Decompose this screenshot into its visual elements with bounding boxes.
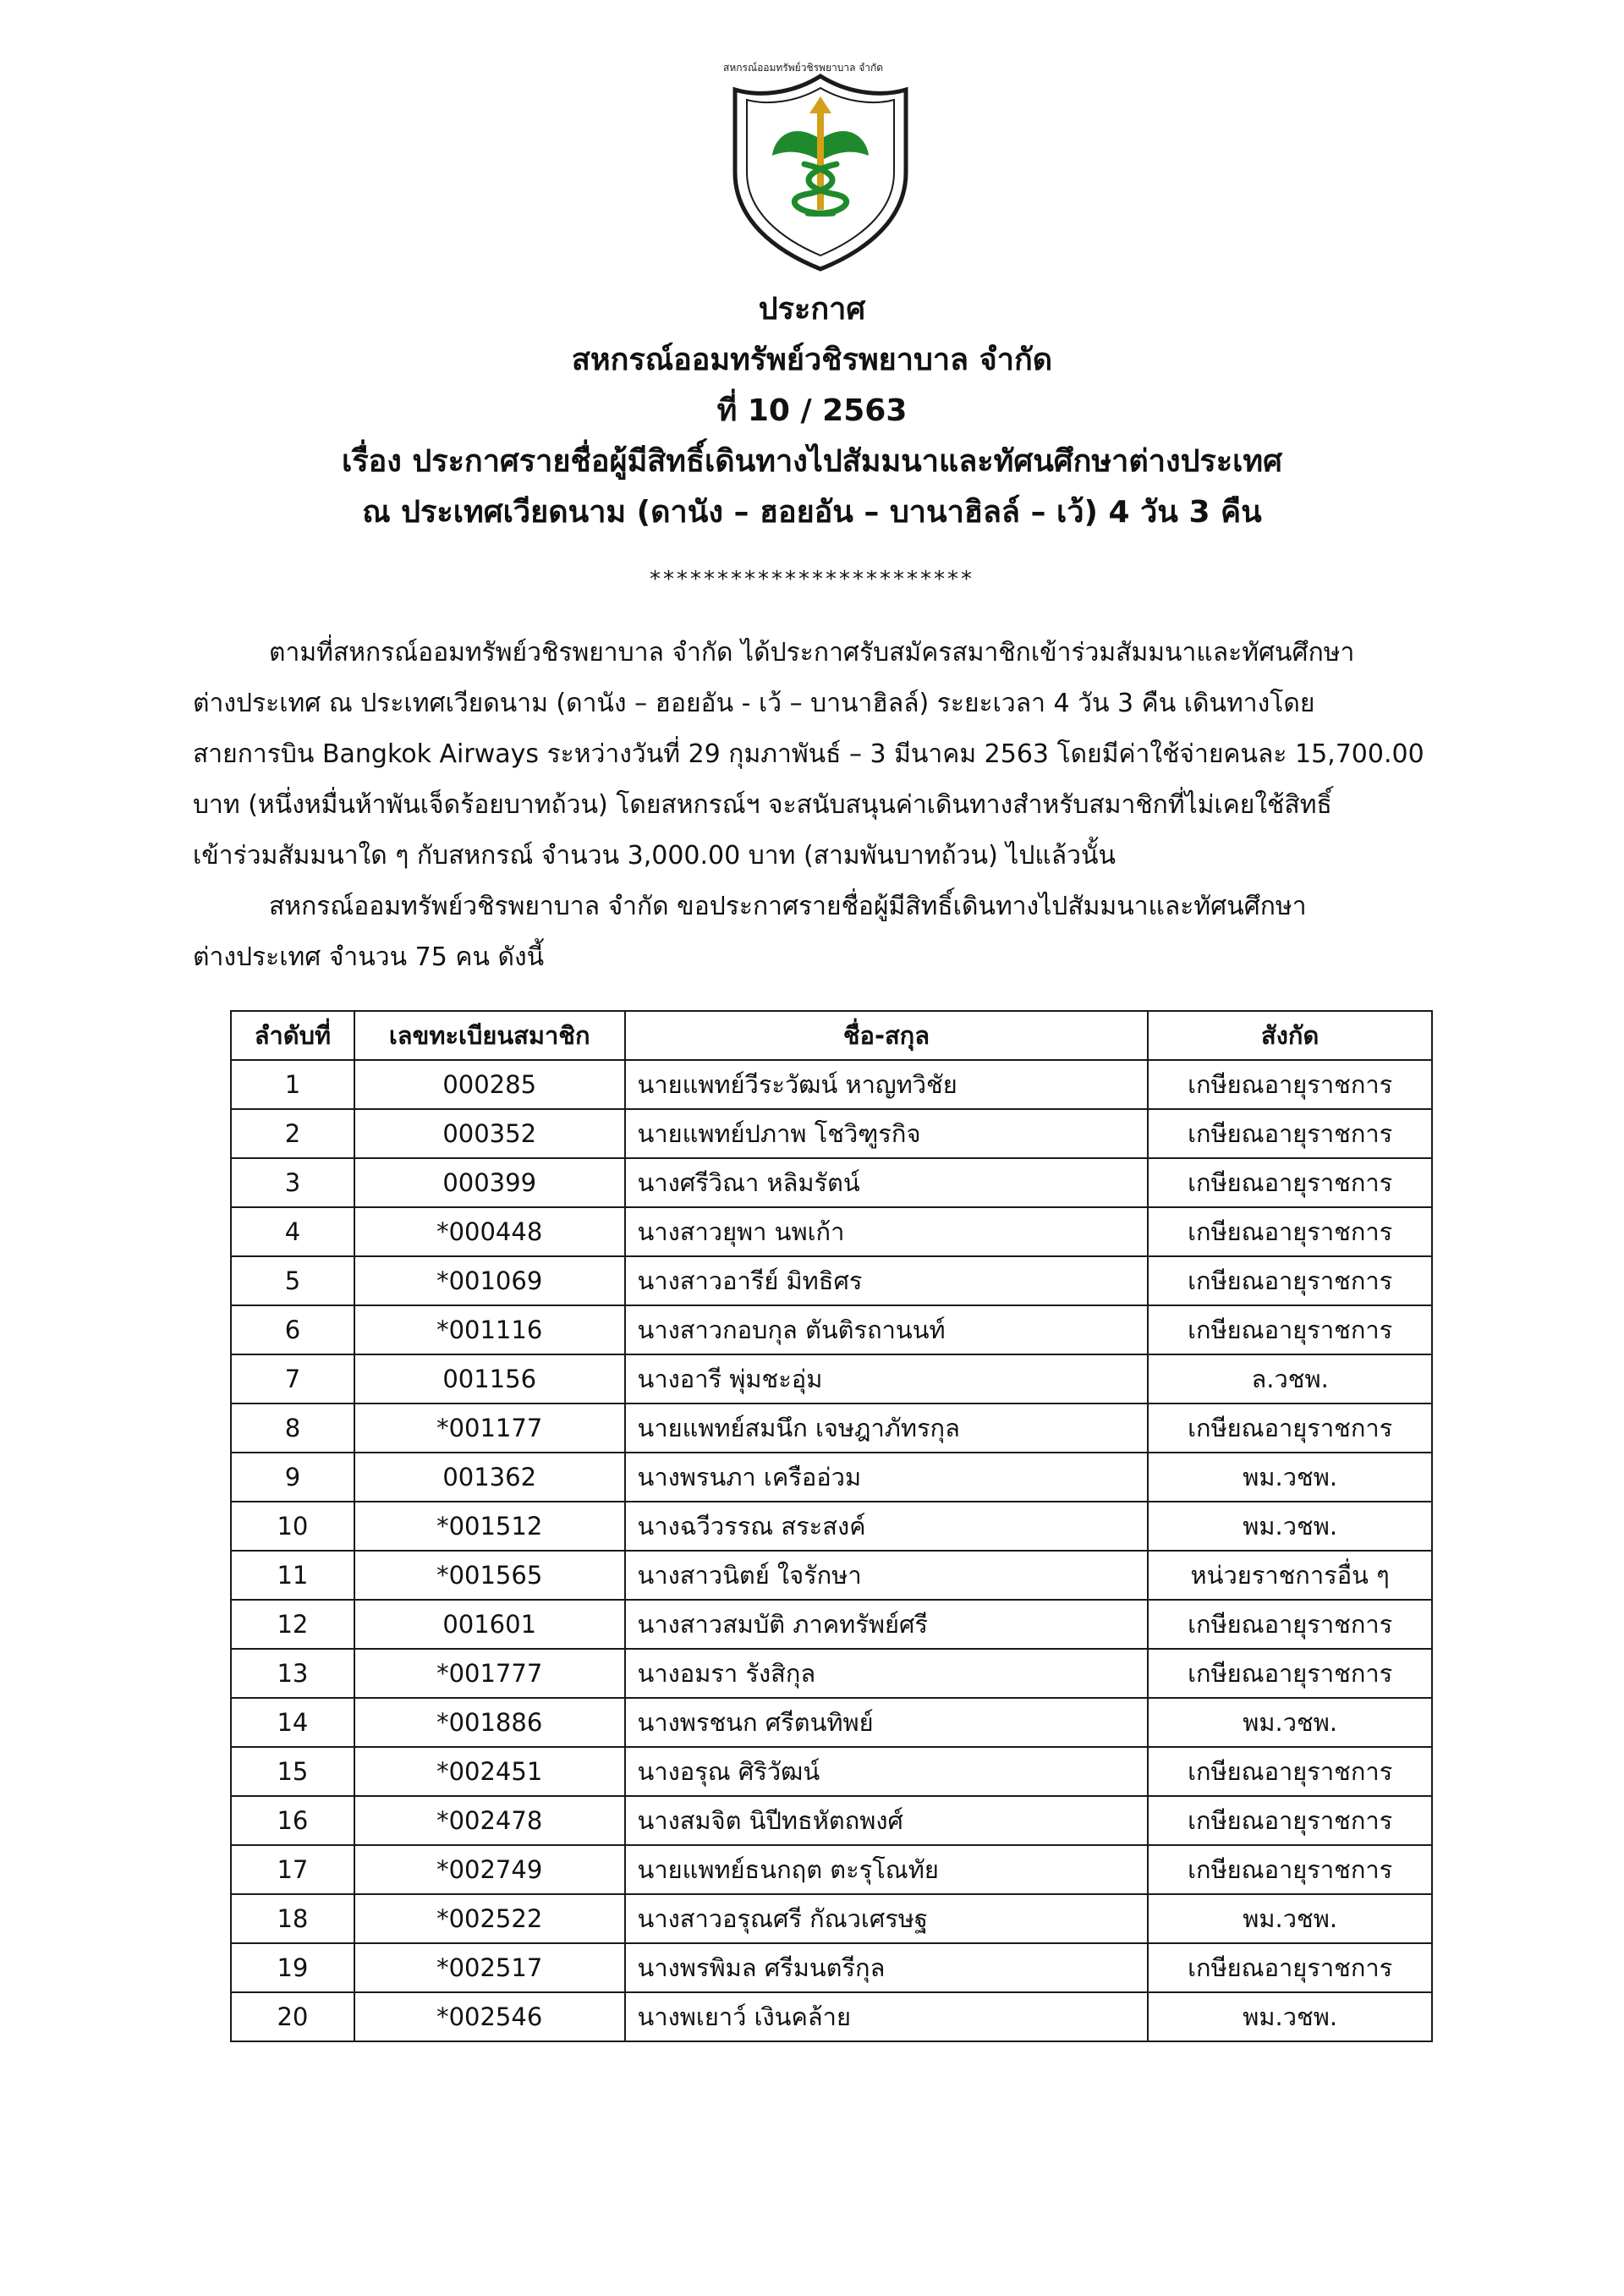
cell-affiliation: ล.วชพ. <box>1148 1354 1432 1403</box>
cell-affiliation: เกษียณอายุราชการ <box>1148 1158 1432 1207</box>
cell-member-id: *001177 <box>354 1403 625 1453</box>
members-table <box>230 1010 1433 2042</box>
body-paragraph-1-line-5: เข้าร่วมสัมมนาใด ๆ กับสหกรณ์ จำนวน 3,000.00 บาท (สามพันบาทถ้วน) ไปแล้วนั้น <box>193 841 1116 871</box>
cell-order: 18 <box>231 1894 354 1943</box>
table-row <box>231 1060 1432 1109</box>
cell-member-id: *000448 <box>354 1207 625 1256</box>
header-member-id: เลขทะเบียนสมาชิก <box>354 1011 625 1060</box>
cell-name: นายแพทย์ธนกฤต ตะรุโณทัย <box>625 1845 1149 1894</box>
body-paragraph-2-line-1: สหกรณ์ออมทรัพย์วชิรพยาบาล จำกัด ขอประกาศรายชื่อผู้มีสิทธิ์เดินทางไปสัมมนาและทัศนศึกษา <box>269 892 1307 921</box>
cell-name: นายแพทย์วีระวัฒน์ หาญทวิชัย <box>625 1060 1149 1109</box>
cell-name: นางฉวีวรรณ สระสงค์ <box>625 1502 1149 1551</box>
cell-name: นางศรีวิณา หลิมรัตน์ <box>625 1158 1149 1207</box>
announcement-destination: ณ ประเทศเวียดนาม (ดานัง – ฮอยอัน – บานาฮิลล์ – เว้) 4 วัน 3 คืน <box>362 495 1262 530</box>
cell-order: 6 <box>231 1305 354 1354</box>
cell-name: นางพรพิมล ศรีมนตรีกุล <box>625 1943 1149 1992</box>
cell-affiliation: พม.วชพ. <box>1148 1894 1432 1943</box>
cell-name: นางพเยาว์ เงินคล้าย <box>625 1992 1149 2041</box>
cell-order: 11 <box>231 1551 354 1600</box>
cell-order: 14 <box>231 1698 354 1747</box>
cell-affiliation: เกษียณอายุราชการ <box>1148 1845 1432 1894</box>
cell-name: นางสาวกอบกุล ตันติรถานนท์ <box>625 1305 1149 1354</box>
body-paragraph-1-line-4: บาท (หนึ่งหมื่นห้าพันเจ็ดร้อยบาทถ้วน) โดยสหกรณ์ฯ จะสนับสนุนค่าเดินทางสำหรับสมาชิกที่ไม่เคยใช้สิทธิ์ <box>193 790 1332 820</box>
table-row <box>231 1845 1432 1894</box>
header-affiliation: สังกัด <box>1148 1011 1432 1060</box>
cell-name: นางสาวอารีย์ มิทธิศร <box>625 1256 1149 1305</box>
cell-name: นางสาวอรุณศรี กัณวเศรษฐ <box>625 1894 1149 1943</box>
cell-order: 4 <box>231 1207 354 1256</box>
table-row <box>231 1109 1432 1158</box>
cell-member-id: *002546 <box>354 1992 625 2041</box>
cell-order: 1 <box>231 1060 354 1109</box>
cell-member-id: *002478 <box>354 1796 625 1845</box>
table-row <box>231 1992 1432 2041</box>
cell-name: นายแพทย์ปภาพ โชวิฑูรกิจ <box>625 1109 1149 1158</box>
cell-order: 16 <box>231 1796 354 1845</box>
table-row <box>231 1551 1432 1600</box>
cell-member-id: *001777 <box>354 1649 625 1698</box>
announcement-header <box>0 284 1624 538</box>
cell-member-id: *002451 <box>354 1747 625 1796</box>
cell-order: 7 <box>231 1354 354 1403</box>
cell-member-id: *001512 <box>354 1502 625 1551</box>
cell-name: นางพรนภา เครืออ่วม <box>625 1453 1149 1502</box>
cell-affiliation: พม.วชพ. <box>1148 1502 1432 1551</box>
cell-order: 20 <box>231 1992 354 2041</box>
cell-name: นางอมรา รังสิกุล <box>625 1649 1149 1698</box>
header-name: ชื่อ-สกุล <box>625 1011 1149 1060</box>
cell-order: 9 <box>231 1453 354 1502</box>
cell-order: 15 <box>231 1747 354 1796</box>
body-paragraph-2-line-2: ต่างประเทศ จำนวน 75 คน ดังนี้ <box>193 942 545 972</box>
cell-member-id: 001601 <box>354 1600 625 1649</box>
cell-order: 12 <box>231 1600 354 1649</box>
logo-ring-text: สหกรณ์ออมทรัพย์วชิรพยาบาล จำกัด <box>723 62 884 74</box>
cell-order: 5 <box>231 1256 354 1305</box>
cell-affiliation: หน่วยราชการอื่น ๆ <box>1148 1551 1432 1600</box>
cell-member-id: 000399 <box>354 1158 625 1207</box>
table-row <box>231 1600 1432 1649</box>
cell-member-id: *001565 <box>354 1551 625 1600</box>
cell-order: 13 <box>231 1649 354 1698</box>
cell-order: 3 <box>231 1158 354 1207</box>
cell-affiliation: พม.วชพ. <box>1148 1992 1432 2041</box>
cell-affiliation: พม.วชพ. <box>1148 1698 1432 1747</box>
cell-member-id: *002517 <box>354 1943 625 1992</box>
header-order: ลำดับที่ <box>231 1011 354 1060</box>
cell-affiliation: เกษียณอายุราชการ <box>1148 1943 1432 1992</box>
announcement-subject: เรื่อง ประกาศรายชื่อผู้มีสิทธิ์เดินทางไปสัมมนาและทัศนศึกษาต่างประเทศ <box>342 444 1282 479</box>
cell-affiliation: พม.วชพ. <box>1148 1453 1432 1502</box>
cell-order: 8 <box>231 1403 354 1453</box>
table-row <box>231 1649 1432 1698</box>
cell-name: นางอรุณ ศิริวัฒน์ <box>625 1747 1149 1796</box>
cell-member-id: *002749 <box>354 1845 625 1894</box>
table-row <box>231 1747 1432 1796</box>
cell-member-id: *001116 <box>354 1305 625 1354</box>
organization-name: สหกรณ์ออมทรัพย์วชิรพยาบาล จำกัด <box>571 343 1053 377</box>
cell-member-id: *001069 <box>354 1256 625 1305</box>
body-paragraph-1-line-1: ตามที่สหกรณ์ออมทรัพย์วชิรพยาบาล จำกัด ได้ประกาศรับสมัครสมาชิกเข้าร่วมสัมมนาและทัศนศึกษา <box>269 638 1355 667</box>
cell-member-id: 001156 <box>354 1354 625 1403</box>
table-row <box>231 1943 1432 1992</box>
cell-affiliation: เกษียณอายุราชการ <box>1148 1109 1432 1158</box>
cell-name: นางอารี พุ่มชะอุ่ม <box>625 1354 1149 1403</box>
table-row <box>231 1354 1432 1403</box>
table-row <box>231 1256 1432 1305</box>
coop-logo <box>723 62 918 274</box>
cell-order: 19 <box>231 1943 354 1992</box>
cell-name: นางสาวสมบัติ ภาคทรัพย์ศรี <box>625 1600 1149 1649</box>
cell-order: 2 <box>231 1109 354 1158</box>
cell-name: นางสาวนิตย์ ใจรักษา <box>625 1551 1149 1600</box>
cell-affiliation: เกษียณอายุราชการ <box>1148 1600 1432 1649</box>
table-row <box>231 1158 1432 1207</box>
cell-member-id: 000352 <box>354 1109 625 1158</box>
announcement-body <box>193 628 1462 983</box>
separator-stars: ************************ <box>650 567 974 592</box>
cell-affiliation: เกษียณอายุราชการ <box>1148 1403 1432 1453</box>
cell-affiliation: เกษียณอายุราชการ <box>1148 1305 1432 1354</box>
cell-name: นายแพทย์สมนึก เจษฎาภัทรกุล <box>625 1403 1149 1453</box>
table-row <box>231 1502 1432 1551</box>
cell-member-id: *002522 <box>354 1894 625 1943</box>
body-paragraph-1-line-3: สายการบิน Bangkok Airways ระหว่างวันที่ 29 กุมภาพันธ์ – 3 มีนาคม 2563 โดยมีค่าใช้จ่ายคนละ 15,700.00 <box>193 739 1424 769</box>
cell-member-id: *001886 <box>354 1698 625 1747</box>
cell-member-id: 000285 <box>354 1060 625 1109</box>
table-row <box>231 1894 1432 1943</box>
cell-affiliation: เกษียณอายุราชการ <box>1148 1649 1432 1698</box>
table-body <box>231 1060 1432 2041</box>
cell-order: 10 <box>231 1502 354 1551</box>
cell-name: นางพรชนก ศรีตนทิพย์ <box>625 1698 1149 1747</box>
table-row <box>231 1207 1432 1256</box>
announcement-label: ประกาศ <box>758 292 866 327</box>
cell-affiliation: เกษียณอายุราชการ <box>1148 1796 1432 1845</box>
table-row <box>231 1305 1432 1354</box>
cell-affiliation: เกษียณอายุราชการ <box>1148 1060 1432 1109</box>
table-header-row <box>231 1011 1432 1060</box>
cell-name: นางสมจิต นิปีทธหัตถพงศ์ <box>625 1796 1149 1845</box>
announcement-number: ที่ 10 / 2563 <box>716 393 908 428</box>
table-row <box>231 1453 1432 1502</box>
shield-icon <box>723 62 918 274</box>
cell-affiliation: เกษียณอายุราชการ <box>1148 1747 1432 1796</box>
table-row <box>231 1403 1432 1453</box>
cell-name: นางสาวยุพา นพเก้า <box>625 1207 1149 1256</box>
cell-affiliation: เกษียณอายุราชการ <box>1148 1207 1432 1256</box>
cell-member-id: 001362 <box>354 1453 625 1502</box>
table-row <box>231 1698 1432 1747</box>
body-paragraph-1-line-2: ต่างประเทศ ณ ประเทศเวียดนาม (ดานัง – ฮอยอัน - เว้ – บานาฮิลล์) ระยะเวลา 4 วัน 3 คืน เดินทางโดย <box>193 689 1315 718</box>
cell-affiliation: เกษียณอายุราชการ <box>1148 1256 1432 1305</box>
table-row <box>231 1796 1432 1845</box>
cell-order: 17 <box>231 1845 354 1894</box>
